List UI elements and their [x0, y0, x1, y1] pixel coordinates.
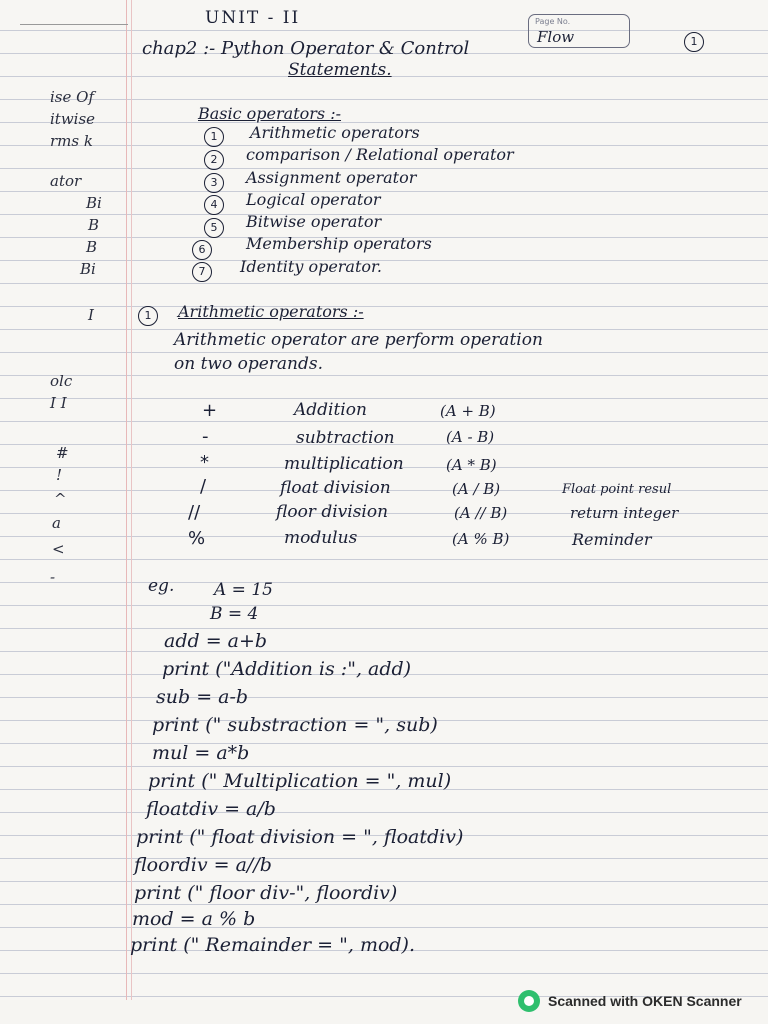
page-margin-line	[126, 0, 127, 1000]
list-item: Identity operator.	[240, 257, 383, 276]
arithmetic-description-line1: Arithmetic operator are perform operation	[174, 330, 543, 350]
list-number: 7	[192, 262, 212, 282]
page-box-label: Page No.	[535, 17, 571, 26]
chapter-title-line2: Statements.	[288, 60, 392, 80]
prev-fragment: !	[56, 466, 63, 484]
code-line: sub = a-b	[156, 686, 249, 708]
section-number-circle: 1	[138, 306, 158, 326]
page-number-circle: 1	[684, 32, 704, 52]
code-line: print (" substraction = ", sub)	[152, 714, 438, 736]
code-line: floatdiv = a/b	[146, 798, 276, 820]
scanner-watermark	[518, 989, 742, 1013]
list-number: 6	[192, 240, 212, 260]
prev-fragment: B	[88, 216, 100, 234]
example-b-value: B = 4	[210, 604, 259, 624]
operator-name: floor division	[276, 502, 389, 522]
prev-fragment: -	[50, 568, 56, 586]
list-item: Bitwise operator	[246, 212, 382, 231]
unit-heading: UNIT - II	[205, 8, 301, 28]
prev-fragment: B	[86, 238, 98, 256]
scanner-text: Scanned with OKEN Scanner	[548, 993, 742, 1009]
prev-fragment: ise Of	[50, 88, 94, 106]
arithmetic-description-line2: on two operands.	[174, 354, 324, 374]
list-item: comparison / Relational operator	[246, 145, 514, 164]
list-item: Arithmetic operators	[250, 123, 420, 142]
prev-fragment: a	[52, 514, 61, 532]
operator-symbol: /	[200, 476, 207, 497]
prev-fragment: I	[88, 306, 94, 324]
code-line: add = a+b	[164, 630, 268, 652]
operator-note: Float point resul	[562, 482, 672, 497]
operator-expression: (A - B)	[446, 428, 495, 446]
code-line: print ("Addition is :", add)	[162, 658, 412, 680]
operator-name: Addition	[294, 400, 367, 420]
code-line: print (" float division = ", floatdiv)	[136, 826, 464, 848]
list-number: 4	[204, 195, 224, 215]
basic-operators-heading: Basic operators :-	[198, 104, 342, 123]
operator-expression: (A * B)	[446, 456, 497, 474]
list-number: 2	[204, 150, 224, 170]
code-line: print (" Multiplication = ", mul)	[148, 770, 452, 792]
code-line: floordiv = a//b	[134, 854, 272, 876]
operator-expression: (A / B)	[452, 480, 501, 498]
operator-name: float division	[280, 478, 391, 498]
list-item: Assignment operator	[246, 168, 417, 187]
example-label: eg.	[148, 576, 175, 596]
operator-note: return integer	[570, 504, 679, 522]
chapter-title: chap2 :- Python Operator & Control	[142, 38, 470, 59]
list-item: Membership operators	[246, 234, 432, 253]
arithmetic-heading: Arithmetic operators :-	[178, 302, 364, 321]
operator-symbol: *	[200, 452, 209, 473]
code-line: print (" floor div-", floordiv)	[134, 882, 398, 904]
prev-fragment: I I	[50, 394, 67, 412]
code-line: mod = a % b	[132, 908, 256, 930]
operator-name: multiplication	[284, 454, 404, 474]
operator-note: Reminder	[572, 530, 652, 549]
operator-expression: (A % B)	[452, 530, 510, 548]
scanner-logo-icon	[518, 990, 540, 1012]
prev-fragment: rms k	[50, 132, 93, 150]
list-number: 5	[204, 218, 224, 238]
prev-fragment: ator	[50, 172, 82, 190]
page-margin-line-2	[131, 0, 132, 1000]
prev-fragment: olc	[50, 372, 73, 390]
prev-fragment: Bi	[86, 194, 102, 212]
list-item: Logical operator	[246, 190, 381, 209]
code-line: print (" Remainder = ", mod).	[130, 934, 416, 956]
operator-name: modulus	[284, 528, 358, 548]
operator-expression: (A + B)	[440, 402, 496, 420]
page-number-box	[528, 14, 630, 48]
operator-symbol: +	[202, 400, 218, 421]
code-line: mul = a*b	[152, 742, 250, 764]
prev-fragment: <	[52, 540, 65, 558]
operator-symbol: //	[188, 502, 201, 523]
operator-symbol: %	[188, 528, 206, 549]
prev-fragment: Bi	[80, 260, 96, 278]
list-number: 3	[204, 173, 224, 193]
list-number: 1	[204, 127, 224, 147]
example-a-value: A = 15	[214, 580, 273, 600]
prev-fragment: itwise	[50, 110, 96, 128]
operator-name: subtraction	[296, 428, 395, 448]
prev-fragment: #	[56, 444, 69, 462]
operator-expression: (A // B)	[454, 504, 508, 522]
operator-symbol: -	[202, 426, 209, 447]
previous-page-fragments	[0, 0, 120, 600]
page-box-value: Flow	[537, 28, 575, 46]
prev-fragment: ^	[54, 490, 67, 508]
